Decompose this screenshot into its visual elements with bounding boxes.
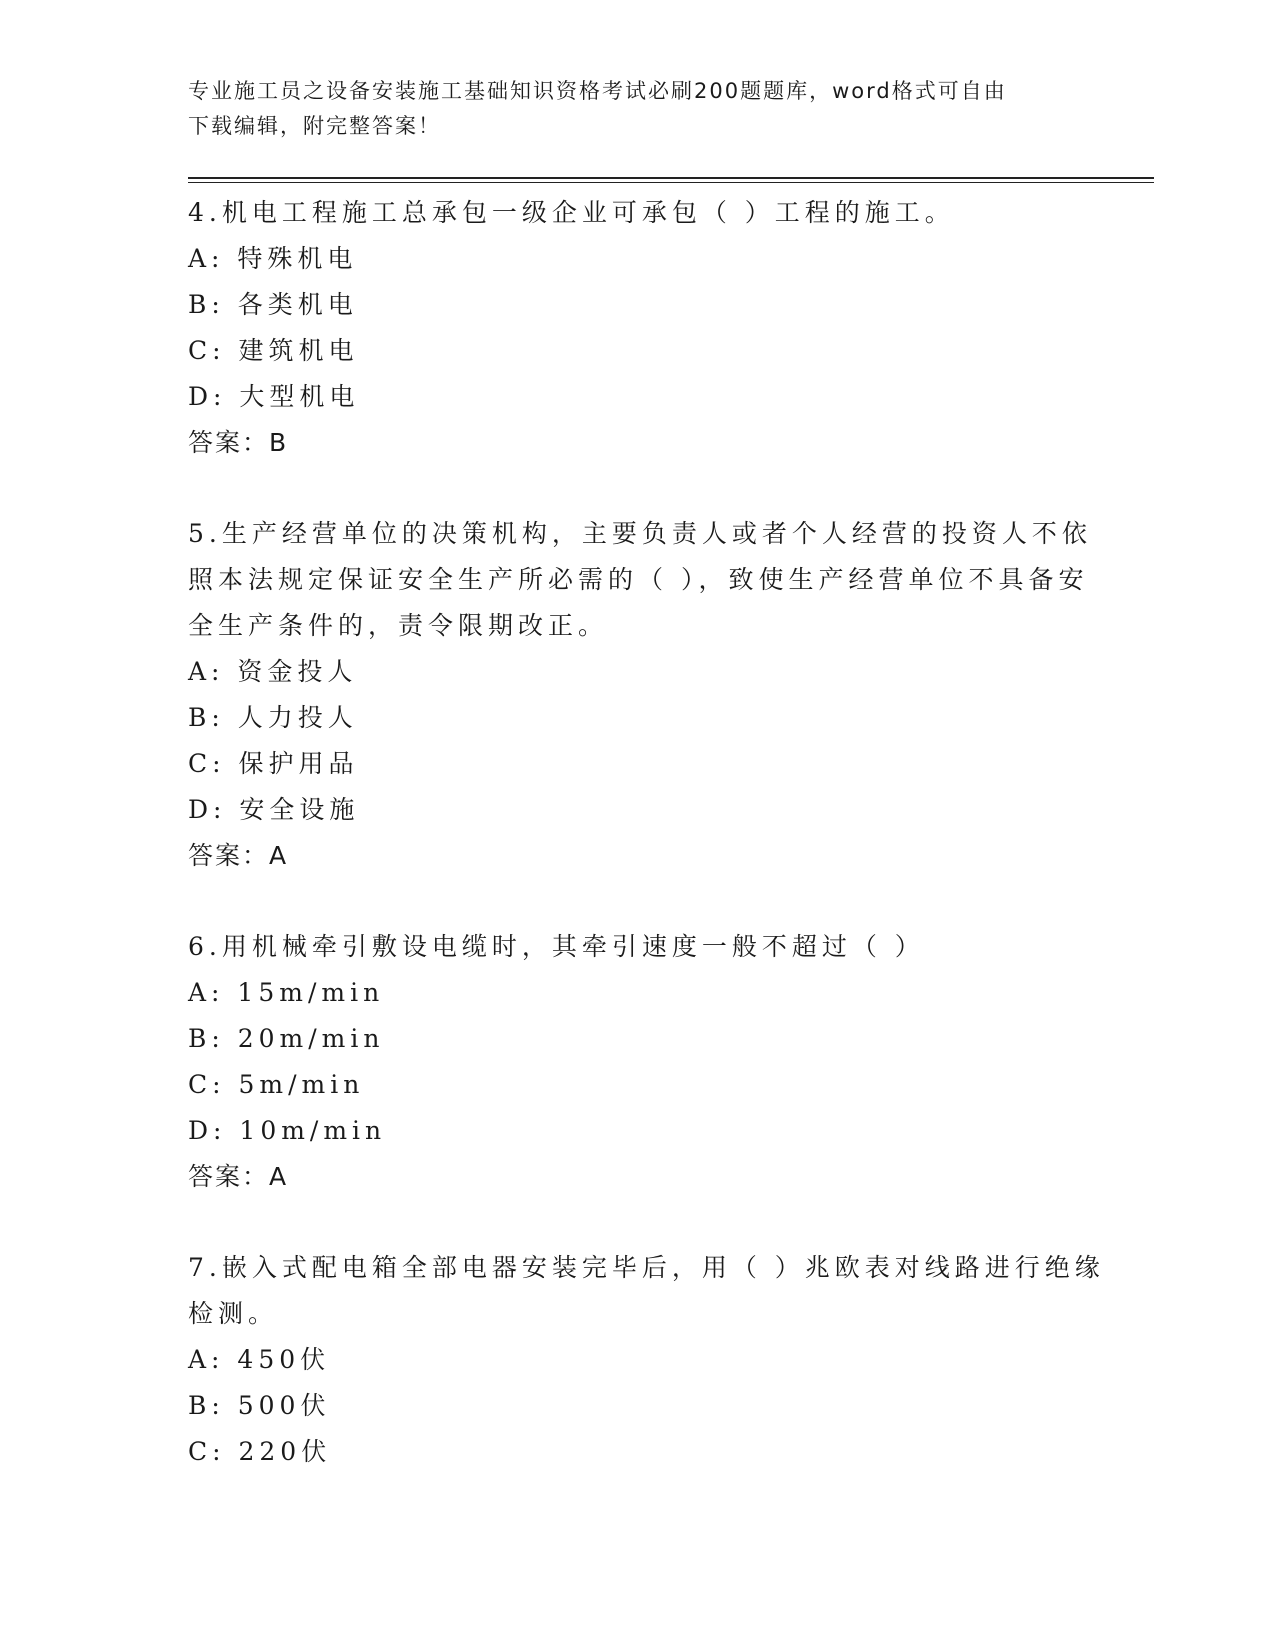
option-c: C: 5m/min (188, 1070, 365, 1099)
header-line-1: 专业施工员之设备安装施工基础知识资格考试必刷200题题库，word格式可自由 (188, 79, 1007, 103)
question-text (188, 924, 1088, 970)
question-text (188, 511, 1092, 649)
question-item (188, 1245, 1105, 1475)
option-d: D: 大型机电 (188, 382, 360, 411)
question-line: 7.嵌入式配电箱全部电器安装完毕后，用（ ）兆欧表对线路进行绝缘 (188, 1253, 1105, 1282)
option-a: A: 450伏 (188, 1345, 331, 1374)
header-divider-thin (188, 182, 1154, 183)
option-b: B: 500伏 (188, 1391, 331, 1420)
question-line: 照本法规定保证安全生产所必需的（ ），致使生产经营单位不具备安 (188, 565, 1089, 594)
option-b: B: 人力投人 (188, 703, 358, 732)
question-item (188, 190, 1088, 466)
question-list (188, 190, 1105, 1520)
option-c: C: 220伏 (188, 1437, 332, 1466)
answer-text: 答案：A (188, 841, 289, 870)
option-b: B: 各类机电 (188, 290, 358, 319)
option-b: B: 20m/min (188, 1024, 385, 1053)
header-divider-thick (188, 177, 1154, 179)
question-text (188, 1245, 1105, 1337)
option-d: D: 安全设施 (188, 795, 360, 824)
option-a: A: 特殊机电 (188, 244, 358, 273)
question-line: 5.生产经营单位的决策机构，主要负责人或者个人经营的投资人不依 (188, 519, 1092, 548)
header-line-2: 下载编辑，附完整答案！ (188, 114, 441, 138)
question-line: 4.机电工程施工总承包一级企业可承包（ ）工程的施工。 (188, 198, 955, 227)
question-line: 6.用机械牵引敷设电缆时，其牵引速度一般不超过（ ） (188, 932, 925, 961)
option-c: C: 保护用品 (188, 749, 359, 778)
question-item (188, 511, 1092, 879)
option-c: C: 建筑机电 (188, 336, 359, 365)
option-d: D: 10m/min (188, 1116, 387, 1145)
question-line: 检测。 (188, 1299, 279, 1328)
option-a: A: 15m/min (188, 978, 385, 1007)
question-text (188, 190, 1088, 236)
document-header (188, 74, 1068, 144)
question-item (188, 924, 1088, 1200)
option-a: A: 资金投人 (188, 657, 358, 686)
answer-text: 答案：A (188, 1162, 289, 1191)
question-line: 全生产条件的，责令限期改正。 (188, 611, 609, 640)
answer-text: 答案：B (188, 428, 289, 457)
